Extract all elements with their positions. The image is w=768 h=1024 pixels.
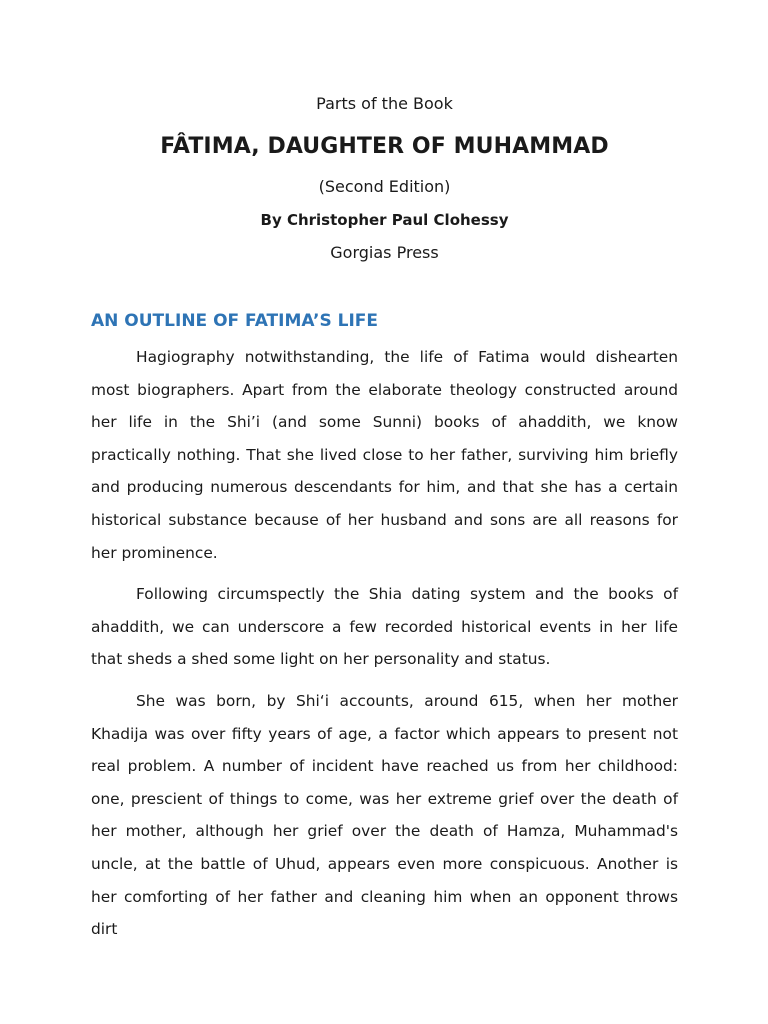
book-header bbox=[91, 94, 678, 263]
book-publisher: Gorgias Press bbox=[330, 243, 439, 262]
section-heading: AN OUTLINE OF FATIMA’S LIFE bbox=[91, 311, 378, 331]
book-author: By Christopher Paul Clohessy bbox=[260, 211, 509, 229]
book-edition: (Second Edition) bbox=[318, 177, 451, 196]
book-title: FÂTIMA, DAUGHTER OF MUHAMMAD bbox=[160, 134, 609, 159]
body-paragraph-2: Following circumspectly the Shia dating system and the books of ahaddith, we can underscore a few recorded historical events in her life that sheds a shed some light on her personality and status. bbox=[91, 585, 678, 669]
body-paragraph-1: Hagiography notwithstanding, the life of Fatima would dishearten most biographers. Apart from the elaborate theology constructed around her life in the Shi’i (and some Sunni) books of ahaddith, we know practically nothing. That she lived close to her father, surviving him briefly and producing numerous descendants for him, and that she has a certain historical substance because of her husband and sons are all reasons for her prominence. bbox=[91, 348, 678, 562]
book-kicker: Parts of the Book bbox=[316, 94, 453, 113]
body-paragraph-3: She was born, by Shi‘i accounts, around 615, when her mother Khadija was over fifty years of age, a factor which appears to present not real problem. A number of incident have reached us from her childhood: one, prescient of things to come, was her extreme grief over the death of her mother, although her grief over the death of Hamza, Muhammad's uncle, at the battle of Uhud, appears even more conspicuous. Another is her comforting of her father and cleaning him when an opponent throws dirt bbox=[91, 691, 678, 939]
